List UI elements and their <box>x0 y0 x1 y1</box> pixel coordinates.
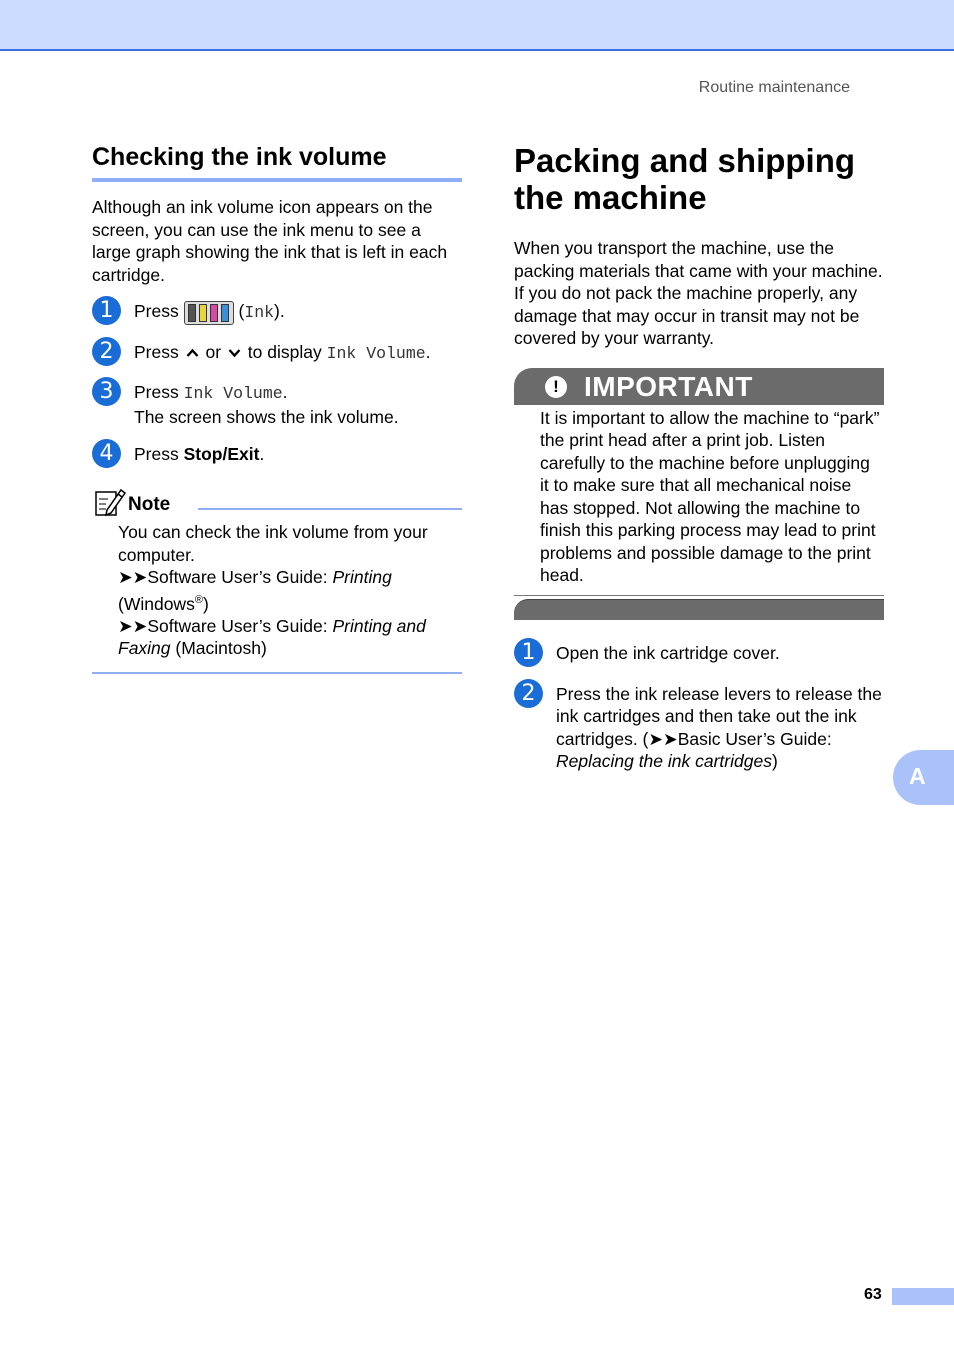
step-number-4: 4 <box>92 439 121 468</box>
up-arrow-icon[interactable] <box>186 343 199 366</box>
double-arrow-icon: ➤➤ <box>648 728 678 749</box>
note-title: Note <box>128 494 171 515</box>
important-label: IMPORTANT <box>584 370 753 402</box>
step-4: 4 Press Stop/Exit. <box>92 443 462 473</box>
ink-icon[interactable] <box>184 301 234 325</box>
code-ink-volume: Ink Volume <box>183 384 283 403</box>
step-number-2: 2 <box>514 679 543 708</box>
note-text: You can check the ink volume from your computer. <box>118 522 428 565</box>
step-2: 2 Press or to display Ink Volume. <box>92 341 462 371</box>
left-column <box>92 140 462 674</box>
appendix-side-tab: A <box>893 750 954 805</box>
note-body <box>92 521 462 674</box>
step-number-1: 1 <box>514 638 543 667</box>
section-title-packing: Packing and shipping the machine <box>514 142 856 216</box>
step-number-1: 1 <box>92 296 121 325</box>
note-ref-windows: ➤➤Software User’s Guide: Printing (Windows®) <box>118 567 392 614</box>
step-number-3: 3 <box>92 377 121 406</box>
page-number-bar <box>892 1288 954 1305</box>
packing-step-2: 2 Press the ink release levers to release the ink cartridges and then take out the ink cartridges. (➤➤Basic User’s Guide: Replacing the ink cartridges) <box>514 683 884 773</box>
double-arrow-icon: ➤➤ <box>118 567 148 587</box>
code-ink-volume: Ink Volume <box>326 344 426 363</box>
right-column <box>514 140 884 773</box>
stop-exit-key: Stop/Exit <box>183 444 260 464</box>
note-ref-macintosh: ➤➤Software User’s Guide: Printing and Faxing (Macintosh) <box>118 615 426 659</box>
page-number: 63 <box>864 1286 882 1303</box>
ink-volume-intro: Although an ink volume icon appears on the screen, you can use the ink menu to see a large graph showing the ink that is left in each cartridge. <box>92 197 448 285</box>
note-header <box>92 487 462 521</box>
note-rule <box>198 508 462 510</box>
step-number-2: 2 <box>92 337 121 366</box>
exclamation-icon: ! <box>545 376 567 398</box>
step-3: 3 Press Ink Volume. The screen shows the ink volume. <box>92 381 462 428</box>
section-heading-ink-volume: Checking the ink volume <box>92 140 462 182</box>
important-footer-bar <box>514 599 884 620</box>
running-head: Routine maintenance <box>698 79 850 96</box>
top-header-band <box>0 0 954 51</box>
important-banner <box>514 368 884 405</box>
packing-intro: When you transport the machine, use the packing materials that came with your machine. If you do not pack the machine properly, any damage that may occur in transit may not be covered by your warranty. <box>514 238 883 348</box>
note-pencil-icon <box>94 487 126 523</box>
important-text: It is important to allow the machine to “park” the print head after a print job. Listen carefully to the machine before unplugging it to make sure that all mechanical noise has stopped. Not allowing the machine to finish this parking process may lead to print problems and possible damage to the print head. <box>540 407 880 585</box>
down-arrow-icon[interactable] <box>228 343 241 366</box>
important-body <box>514 405 884 596</box>
step-1: 1 Press (Ink). <box>92 300 462 330</box>
packing-step-1-text: Open the ink cartridge cover. <box>556 642 780 663</box>
step-3-result: The screen shows the ink volume. <box>134 406 399 427</box>
packing-step-1 <box>514 639 884 672</box>
double-arrow-icon: ➤➤ <box>118 615 148 636</box>
code-ink: Ink <box>244 303 275 322</box>
packing-step-2-text: Press the ink release levers to release the ink cartridges and then take out the ink cartridges. ( <box>556 683 882 749</box>
